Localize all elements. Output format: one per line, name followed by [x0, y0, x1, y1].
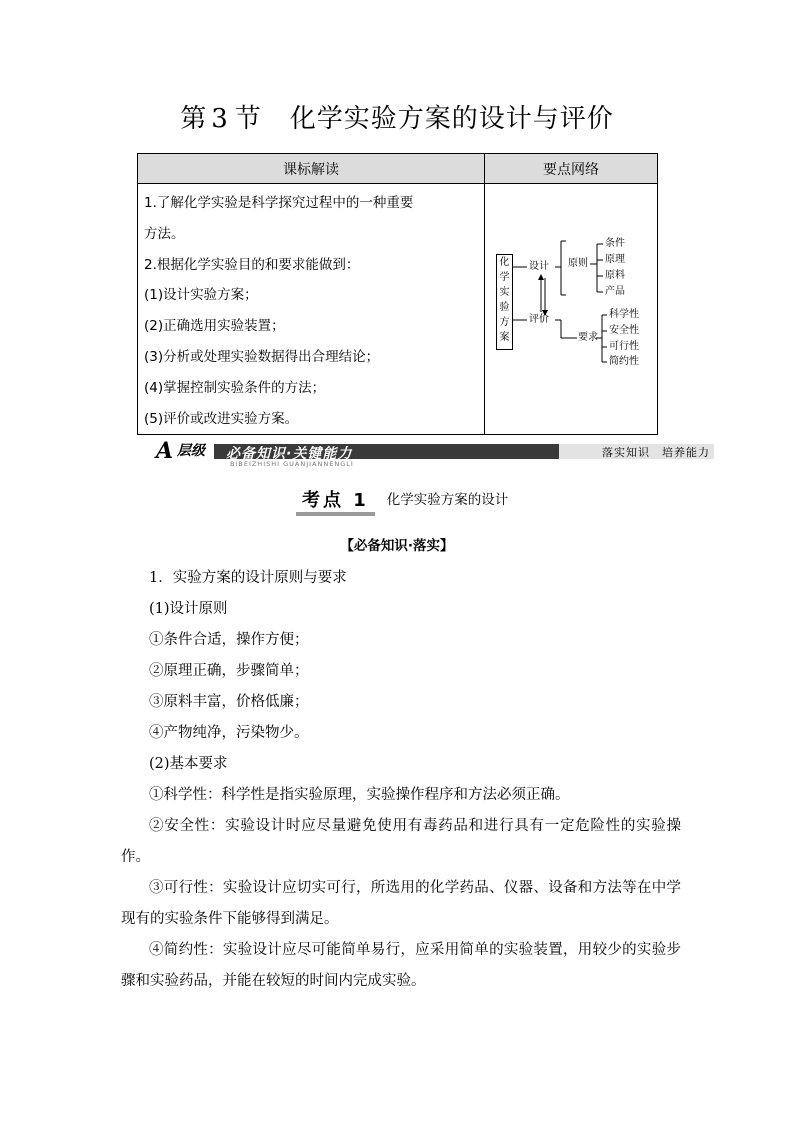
standard-line: 2.根据化学实验目的和要求能做到：	[144, 256, 360, 273]
standard-line: (1)设计实验方案；	[144, 287, 258, 304]
principle-item: 产品	[605, 286, 625, 297]
content-line: (1)设计原则	[149, 601, 228, 617]
standard-line: (5)评价或改进实验方案。	[144, 410, 299, 427]
level-label: 层级	[177, 443, 205, 459]
standard-line: (2)正确选用实验装置；	[144, 318, 285, 335]
network-root: 化学实验方案	[499, 257, 510, 343]
network-evaluate: 评价	[529, 314, 549, 325]
content-line: ③原料丰富，价格低廉；	[149, 694, 309, 710]
page-title	[0, 98, 794, 135]
standard-line: 1.了解化学实验是科学探究过程中的一种重要	[144, 195, 414, 211]
requirement-item: 安全性	[609, 325, 639, 336]
requirement-item: 可行性	[609, 341, 639, 352]
network-principle: 原则	[568, 258, 588, 269]
kaodian-heading	[296, 486, 508, 512]
content-paragraph: ②安全性：实验设计时应尽量避免使用有毒药品和进行具有一定危险性的实验操作。	[121, 818, 681, 865]
standard-line: (3)分析或处理实验数据得出合理结论；	[144, 348, 380, 365]
content-line: ④产物纯净，污染物少。	[149, 725, 309, 741]
network-requirement: 要求	[578, 332, 598, 343]
banner-pinyin: BIBEIZHISHI GUANJIANNENGLI	[230, 460, 354, 468]
requirement-item: 简约性	[609, 356, 639, 367]
section-suffix: 节	[234, 104, 262, 134]
content-paragraph: ④简约性：实验设计应尽可能简单易行，应采用简单的实验装置，用较少的实验步骤和实验药品，并能在较短的时间内完成实验。	[121, 942, 681, 989]
content-heading: 1．实验方案的设计原则与要求	[149, 570, 347, 586]
content-line: ①条件合适，操作方便；	[149, 632, 309, 648]
main-content	[121, 563, 681, 997]
standards-cell	[138, 184, 485, 435]
level-banner	[156, 438, 716, 468]
level-logo-letter: A	[156, 438, 174, 464]
network-design: 设计	[529, 261, 549, 272]
col-header-standards: 课标解读	[138, 154, 485, 184]
principle-item: 原理	[605, 254, 625, 265]
standard-line: 方法。	[144, 225, 185, 242]
content-paragraph: ③可行性：实验设计应切实可行，所选用的化学药品、仪器、设备和方法等在中学现有的实验条件下能够得到满足。	[121, 880, 681, 927]
kaodian-title: 化学实验方案的设计	[386, 492, 509, 508]
standard-line: (4)掌握控制实验条件的方法；	[144, 379, 326, 396]
col-header-network: 要点网络	[485, 154, 658, 184]
principle-item: 条件	[605, 238, 625, 249]
content-line: (2)基本要求	[149, 756, 228, 772]
section-title: 化学实验方案的设计与评价	[289, 104, 614, 134]
network-cell	[485, 184, 658, 435]
banner-side-text: 落实知识 培养能力	[602, 446, 710, 459]
subheading: 【必备知识·落实】	[340, 538, 454, 554]
section-prefix: 第	[180, 104, 208, 134]
content-line: ②原理正确，步骤简单；	[149, 663, 309, 679]
kaodian-label: 考点 1	[296, 486, 375, 516]
principle-item: 原料	[605, 270, 625, 281]
knowledge-network-diagram	[485, 184, 665, 434]
intro-table	[137, 153, 658, 435]
requirement-item: 科学性	[609, 309, 639, 320]
content-line: ①科学性：科学性是指实验原理，实验操作程序和方法必须正确。	[149, 787, 570, 803]
banner-title: 必备知识·关键能力	[226, 446, 353, 462]
section-number: 3	[211, 104, 229, 134]
